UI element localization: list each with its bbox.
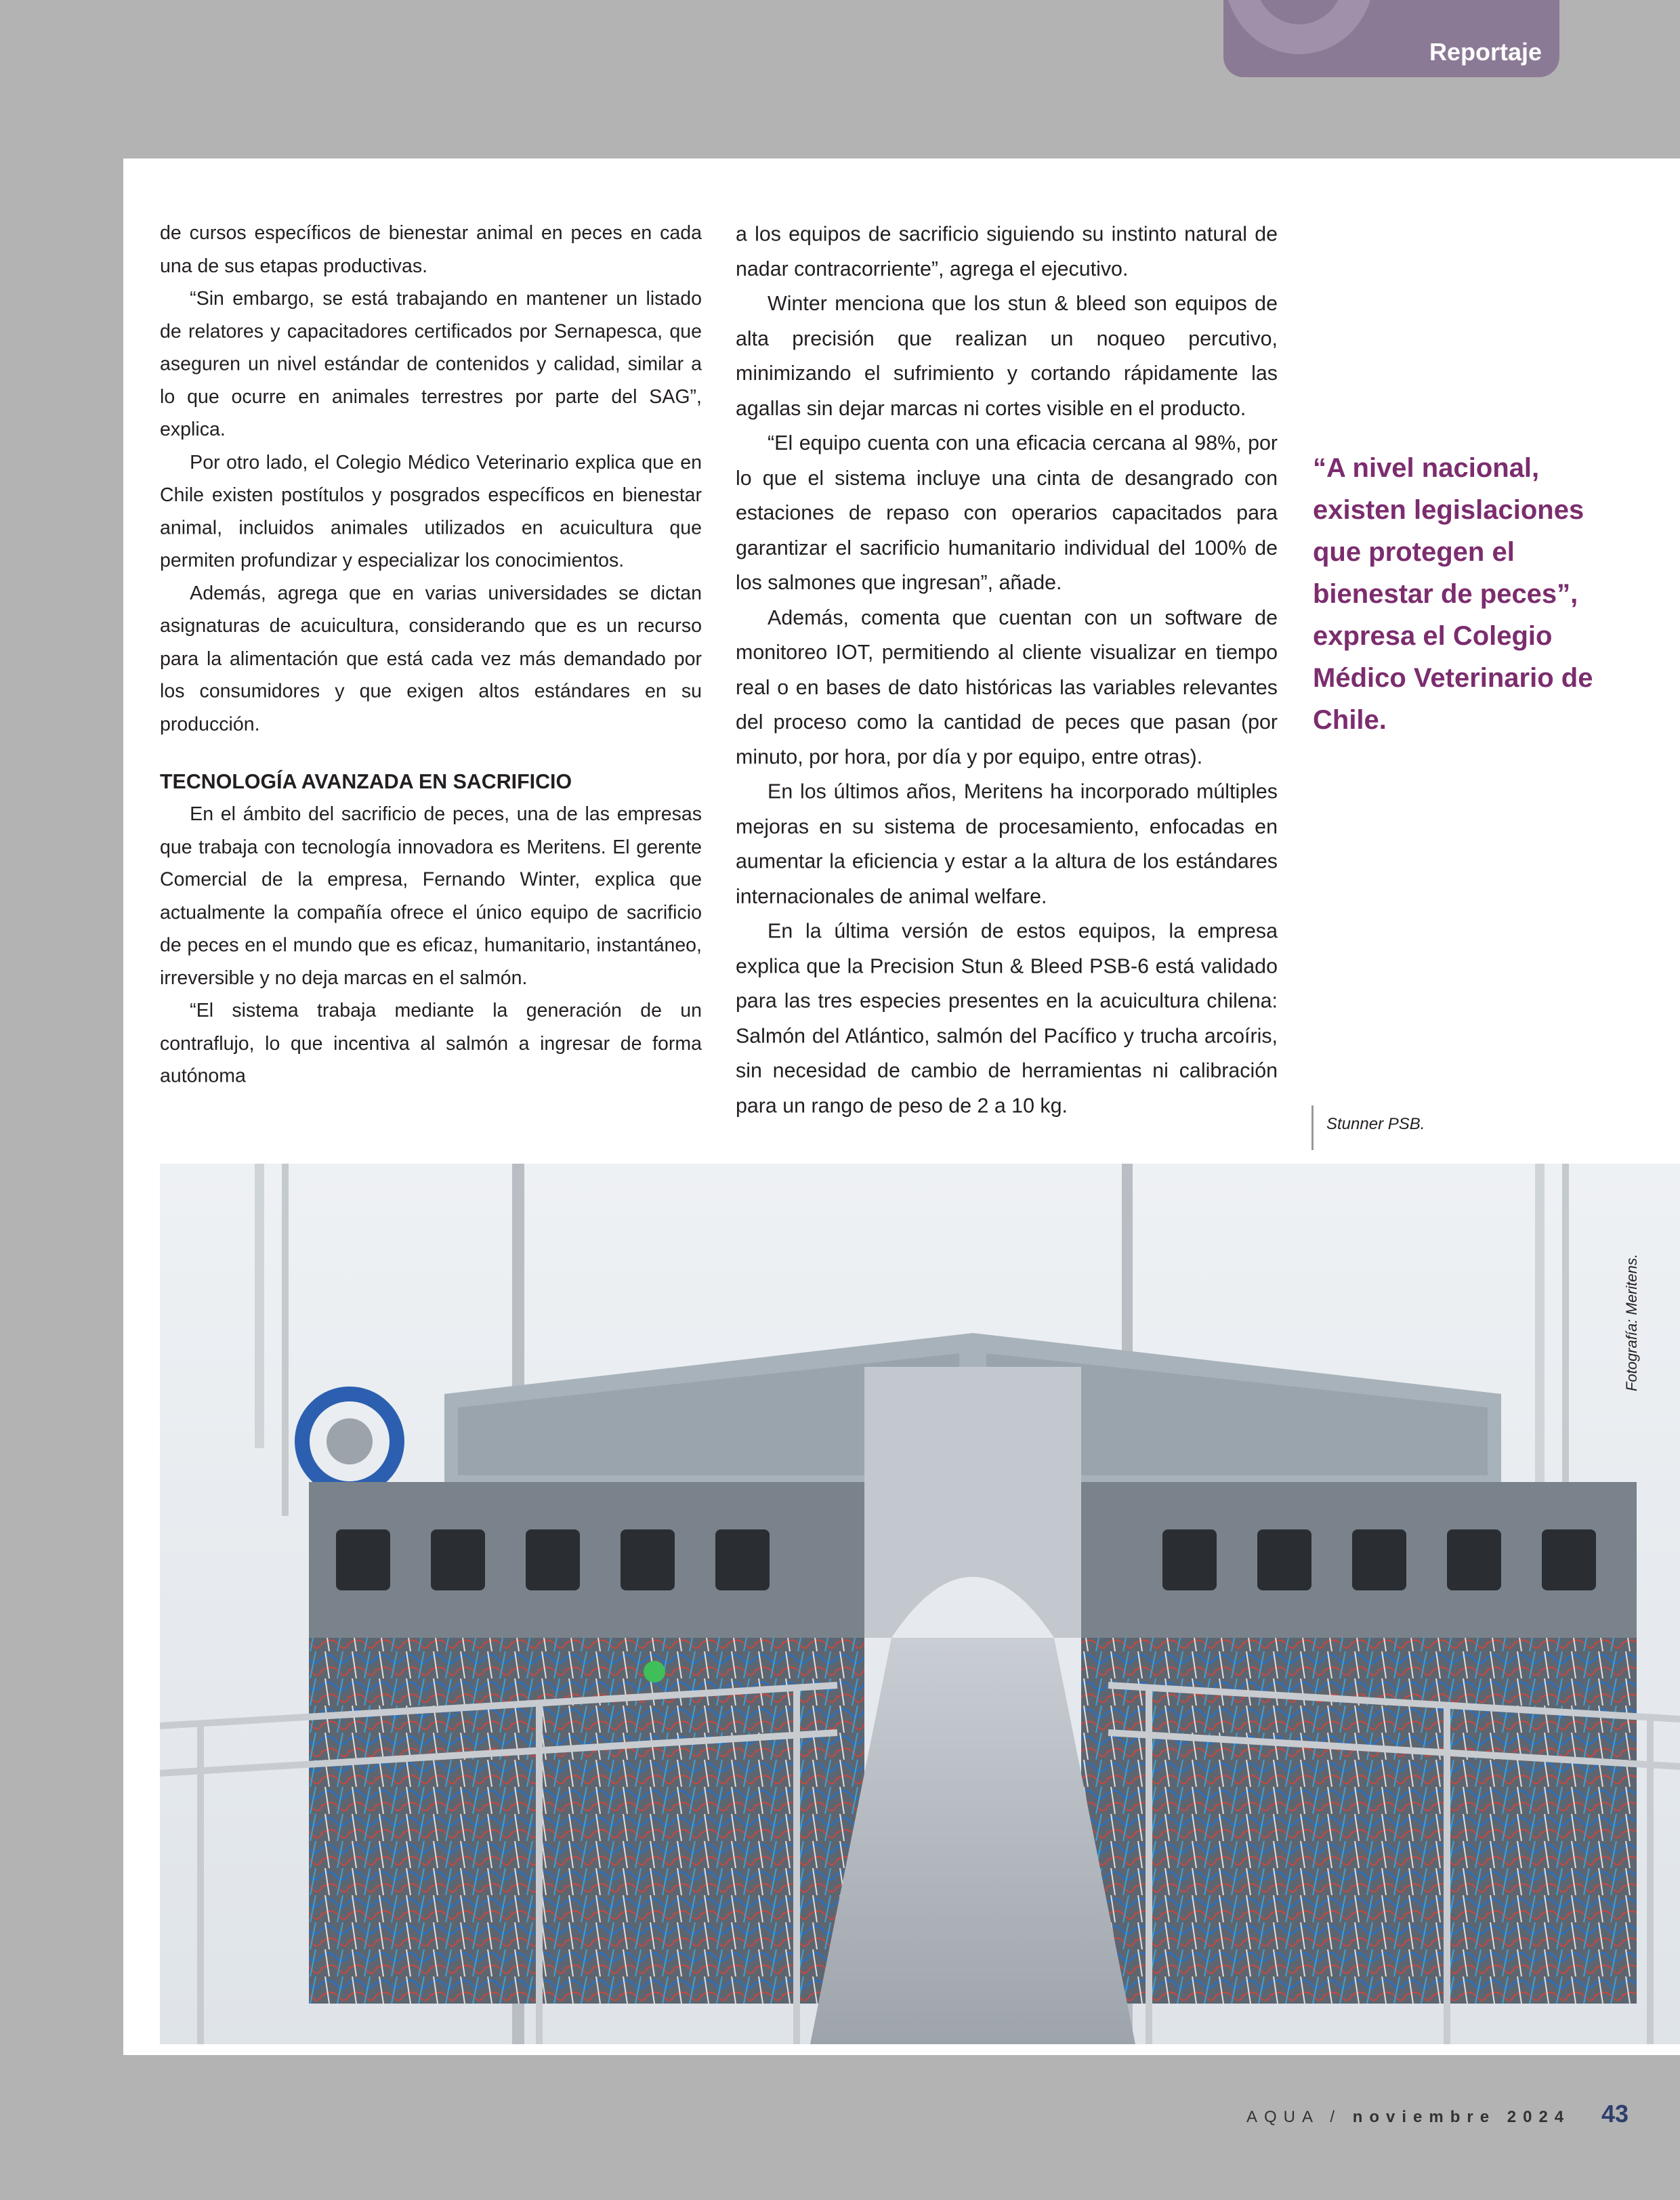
caption-rule (1311, 1105, 1314, 1150)
paragraph: Por otro lado, el Colegio Médico Veterinario explica que en Chile existen postítulos y posgrados específicos en bienestar animal, incluidos animales utilizados en acuicultura que permiten profundizar y especializar los conocimientos. (160, 450, 702, 571)
photo-credit (1620, 1161, 1647, 1445)
paragraph: Además, comenta que cuentan con un software de monitoreo IOT, permitiendo al cliente visualizar en tiempo real o en bases de dato históricas las variables relevantes del proceso como la cantidad de peces que pasan (por minuto, por hora, por día y por equipo, entre otras). (736, 605, 1278, 769)
photo-credit-text: Fotografía: Meritens. (1623, 1254, 1640, 1391)
paragraph: En la última versión de estos equipos, la empresa explica que la Precision Stun & Bleed PSB-6 está validado para las tres especies presentes en la acuicultura chilena: Salmón del Atlántico, salmón del Pacífico y trucha arcoíris, sin necesidad de cambio de herramientas ni calibración para un rango de peso de 2 a 10 kg. (736, 919, 1278, 1117)
page (123, 158, 1680, 2055)
page-number: 43 (1601, 2100, 1629, 2128)
pull-quote: “A nivel nacional, existen legislaciones que protegen el bienestar de peces”, expresa el Colegio Médico Veterinario de Chile. (1313, 453, 1593, 735)
magazine-name: AQUA (1246, 2108, 1319, 2126)
paragraph: Winter menciona que los stun & bleed son equipos de alta precisión que realizan un noqueo percutivo, minimizando el sufrimiento y cortando rápidamente las agallas sin dejar marcas ni cortes visible en el producto. (736, 291, 1278, 420)
photo-caption: Stunner PSB. (1326, 1115, 1425, 1133)
q-logo-mark (1225, 0, 1374, 54)
paragraph: En los últimos años, Meritens ha incorporado múltiples mejoras en su sistema de procesamiento, enfocadas en aumentar la eficiencia y estar a la altura de los estándares internacionales de animal welfare. (736, 780, 1278, 908)
section-tab (1223, 0, 1559, 77)
paragraph: “El sistema trabaja mediante la generación de un contraflujo, lo que incentiva al salmón a ingresar de forma autónoma (160, 999, 702, 1087)
paragraph: “Sin embargo, se está trabajando en mantener un listado de relatores y capacitadores certificados por Sernapesca, que aseguren un nivel estándar de contenidos y calidad, similar a lo que ocurre en animales terrestres por parte del SAG”, explica. (160, 287, 702, 440)
folio-separator: / (1330, 2108, 1342, 2126)
paragraph: a los equipos de sacrificio siguiendo su instinto natural de nadar contracorriente”, agrega el ejecutivo. (736, 221, 1278, 280)
section-heading: TECNOLOGÍA AVANZADA EN SACRIFICIO (160, 769, 572, 793)
article-column-left (160, 217, 702, 1093)
stunner-machine-photo (160, 1164, 1680, 2044)
article-column-right (736, 217, 1278, 1123)
paragraph: “El equipo cuenta con una eficacia cercana al 98%, por lo que el sistema incluye una cinta de desangrado con estaciones de repaso con operarios capacitados para garantizar el sacrificio humanitario individual del 100% de los salmones que ingresan”, añade. (736, 431, 1278, 594)
section-label: Reportaje (1429, 38, 1542, 66)
paragraph: Además, agrega que en varias universidades se dictan asignaturas de acuicultura, considerando que es un recurso para la alimentación que está cada vez más demandado por los consumidores y que exigen altos estándares en su producción. (160, 581, 702, 735)
footer-folio (1246, 2108, 1570, 2127)
paragraph: En el ámbito del sacrificio de peces, una de las empresas que trabaja con tecnología innovadora es Meritens. El gerente Comercial de la empresa, Fernando Winter, explica que actualmente la compañía ofrece el único equipo de sacrificio de peces en el mundo que es eficaz, humanitario, instantáneo, irreversible y no deja marcas en el salmón. (160, 803, 702, 989)
issue-date: noviembre 2024 (1352, 2108, 1571, 2126)
paragraph: de cursos específicos de bienestar animal en peces en cada una de sus etapas productivas. (160, 221, 702, 276)
